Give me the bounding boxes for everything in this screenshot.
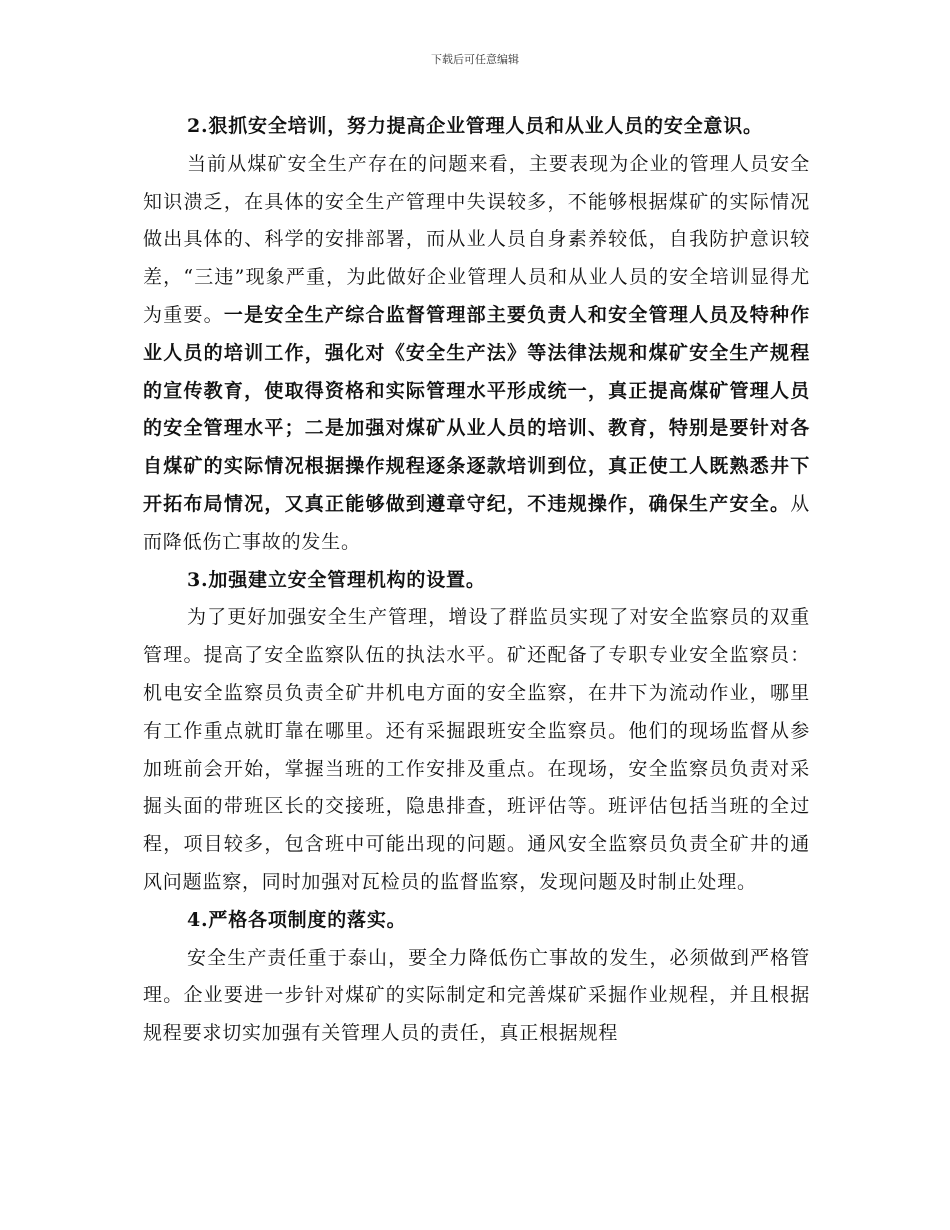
document-body: [143, 108, 810, 1053]
section-4-paragraph: 安全生产责任重于泰山，要全力降低伤亡事故的发生，必须做到严格管理。企业要进一步针对煤矿的实际制定和完善煤矿采掘作业规程，并且根据规程要求切实加强有关管理人员的责任，真正根据规程: [143, 946, 810, 1045]
section-2-bold-text: 一是安全生产综合监督管理部主要负责人和安全管理人员及特种作业人员的培训工作，强化对《安全生产法》等法律法规和煤矿安全生产规程的宣传教育，使取得资格和实际管理水平形成统一，真正提高煤矿管理人员的安全管理水平；二是加强对煤矿从业人员的培训、教育，特别是要针对各自煤矿的实际情况根据操作规程逐条逐款培训到位，真正使工人既熟悉井下开拓布局情况，又真正能够做到遵章守纪，不违规操作，确保生产安全。: [143, 303, 811, 515]
section-heading-4: 4.严格各项制度的落实。: [187, 908, 407, 931]
page-header: 下载后可任意编辑: [431, 53, 519, 66]
section-3-paragraph: 为了更好加强安全生产管理，增设了群监员实现了对安全监察员的双重管理。提高了安全监察队伍的执法水平。矿还配备了专职专业安全监察员：机电安全监察员负责全矿井机电方面的安全监察，在井下为流动作业，哪里有工作重点就盯靠在哪里。还有采掘跟班安全监察员。他们的现场监督从参加班前会开始，掌握当班的工作安排及重点。在现场，安全监察员负责对采掘头面的带班区长的交接班，隐患排查，班评估等。班评估包括当班的全过程，项目较多，包含班中可能出现的问题。通风安全监察员负责全矿井的通风问题监察，同时加强对瓦检员的监督监察，发现问题及时制止处理。: [143, 606, 810, 893]
section-2-paragraph: [143, 146, 810, 562]
section-2-tail-text: 从而降低伤亡事故的发生。: [143, 492, 810, 553]
section-heading-3: 3.加强建立安全管理机构的设置。: [187, 568, 486, 591]
section-heading-2: 2.狠抓安全培训，努力提高企业管理人员和从业人员的安全意识。: [187, 115, 763, 137]
section-2-normal-text: 当前从煤矿安全生产存在的问题来看，主要表现为企业的管理人员安全知识溃乏，在具体的安全生产管理中失误较多，不能够根据煤矿的实际情况做出具体的、科学的安排部署，而从业人员自身素养较低，自我防护意识较差，“三违”现象严重，为此做好企业管理人员和从业人员的安全培训显得尤为重要。: [143, 152, 810, 326]
